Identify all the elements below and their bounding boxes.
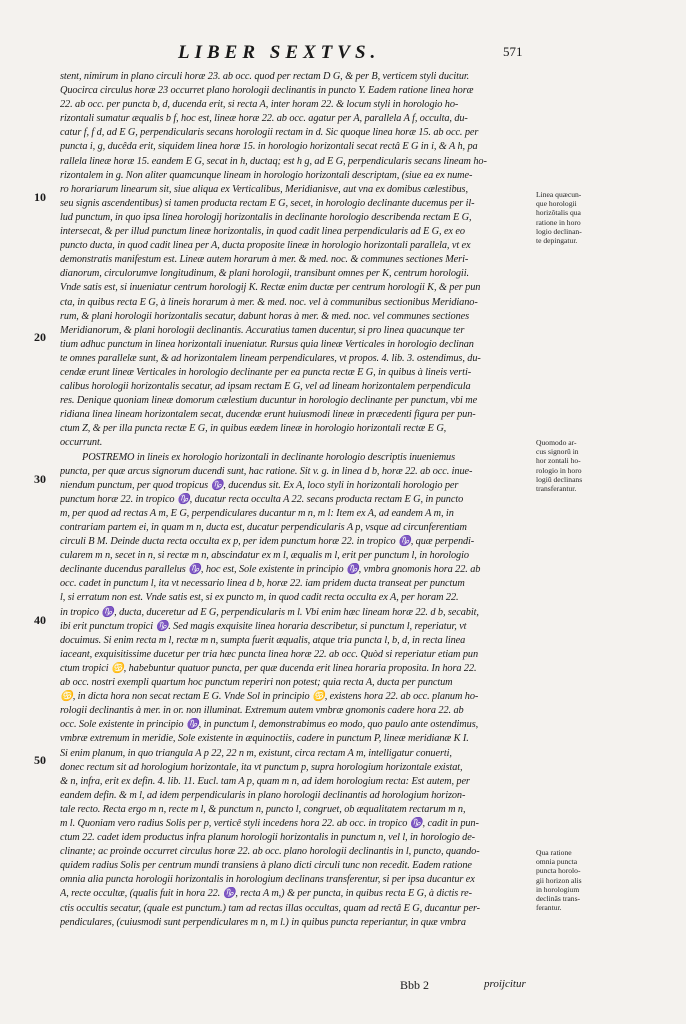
- text-line: Meridianorum, & plani horologii declinantis. Accuratius tamen ducentur, si pro linea quacunque ter: [60, 324, 465, 336]
- text-line: calibus horologii horizontalis secatur, ad ipsam rectam E G, vel ad lineam horizontalem perpendicula: [60, 381, 471, 393]
- text-line: vmbræ extremum in meridie, Sole existente in æquinoctiis, cadere in punctum P, lineæ meridianæ K I.: [60, 733, 469, 745]
- page-header: [160, 36, 580, 70]
- text-line: l, si erratum non est. Vnde satis est, si ex puncto m, in quod cadit recta occulta ex A, per horam 22.: [60, 592, 459, 604]
- text-line: cendæ erunt lineæ Verticales in horologio declinante per ea puncta rectæ E G, in quibus à lineis verti-: [60, 366, 472, 378]
- text-line: lud punctum, in quo ipsa linea horologij horizontalis in declinante horologio describenda rectam E G,: [60, 211, 472, 223]
- margin-note-line: puncta horolo-: [536, 866, 581, 876]
- text-line: niendum punctum, per quod tropicus ♑, ducendus sit. Ex A, loco styli in horizontali horologio per: [60, 479, 459, 491]
- text-line: quidem radius Solis per centrum mundi transiens à plano dicti circuli tunc non recedit. Eadem ratione: [60, 860, 472, 872]
- signature-mark: Bbb 2: [400, 978, 430, 992]
- text-line: POSTREMO in lineis ex horologio horizontali in declinante horologio descriptis inueniemus: [82, 451, 456, 463]
- text-line: rizontalem in g. Non aliter quamcunque lineam in horologio horizontali descriptam, (siue ea ex nume-: [60, 169, 473, 181]
- margin-note-line: que horologii: [536, 199, 577, 209]
- text-line: declinante ducendus parallelus ♑, hoc est, Sole existente in principio ♑, vmbra gnomonis hora 22. ab: [60, 564, 481, 576]
- text-line: Quocirca circulus horæ 23 occurret plano horologii declinantis in puncto Y. Eadem ratione linea horæ: [60, 85, 474, 97]
- text-line: omnia alia puncta horologii horizontalis in horologium declinans transferentur, si per ipsa ducantur ex: [60, 874, 475, 886]
- text-line: Vnde satis est, si inueniatur centrum horologij K. Rectæ enim ductæ per centrum horologii K, & per pun: [60, 282, 481, 294]
- text-line: contrariam partem ei, in quam m n, ducta est, ducatur perpendicularis A p, vsque ad circunferentiam: [60, 522, 467, 533]
- margin-note-line: Quomodo ar-: [536, 438, 577, 447]
- line-number: 10: [34, 190, 46, 204]
- text-line: clinante; ac proinde occurret circulus horæ 22. ab occ. plano horologii declinantis in l, puncto, quando-: [60, 846, 480, 858]
- text-line: rizontali sumatur æqualis b f, hoc est, lineæ horæ 22. ab occ. agatur per A, parallela A f, occulta, du-: [60, 113, 468, 125]
- text-line: punctum horæ 22. in tropico ♑, ducatur recta occulta A 22. secans producta rectam E G, in puncto: [60, 493, 464, 505]
- text-line: ridiana linea lineam horizontalem secat, ducendæ erunt huiusmodi lineæ in præcedenti figura per pun-: [60, 409, 476, 421]
- text-line: tium adhuc punctum in linea horizontali inueniatur. Rursus quia lineæ Verticales in horologio declinan: [60, 338, 474, 350]
- margin-note-line: ferantur.: [536, 903, 562, 913]
- text-line: catur f, f d, ad E G, perpendicularis secans horologii rectam in d. Sic quoque linea horæ 15. ab occ. per: [60, 127, 479, 139]
- page-number: 571: [503, 44, 523, 59]
- text-line: res. Denique quoniam lineæ domorum cælestium ducuntur in horologio declinante per punctum, vbi me: [60, 395, 478, 407]
- line-number: 40: [34, 613, 46, 627]
- margin-note-line: gii horizon alis: [536, 875, 582, 885]
- text-line: donec rectum sit ad horologium horizontale, ita vt punctum p, supra horologium horizontale existat,: [60, 761, 463, 773]
- text-line: ctum tropici ♋, habebuntur quatuor puncta, per quæ ducenda erit linea horaria proposita. In hora 22.: [60, 662, 477, 674]
- margin-note: [536, 190, 656, 245]
- margin-note-line: rologio in horo: [536, 465, 582, 475]
- text-line: 22. ab occ. per puncta b, d, ducenda erit, si recta A, inter horam 22. & locum styli in horologio ho-: [60, 99, 459, 111]
- text-line: rologii declinantis à mer. in or. non illuminat. Extremum autem vmbræ gnomonis cadere hora 22. ab: [60, 705, 464, 717]
- margin-note: [536, 848, 656, 912]
- text-line: puncta, per quæ arcus signorum ducendi sunt, hac ratione. Sit v. g. in linea d b, horæ 22. ab occ. inue-: [60, 465, 473, 477]
- text-line: occ. cadet in punctum l, ita vt necessario linea d b, horæ 22. iam pridem ducta transeat per punctum: [60, 578, 465, 590]
- text-line: iaceant, exquisitissime ducetur per tria hæc puncta linea horæ 22. ab occ. Quòd si reperiatur etiam pun: [60, 648, 479, 660]
- text-line: occ. Sole existente in principio ♑, in punctum l, demonstrabimus eo modo, quo paulo ante ostendimus,: [60, 719, 479, 731]
- text-line: stent, nimirum in plano circuli horæ 23. ab occ. quod per rectam D G, & per B, verticem styli ducitur.: [60, 71, 470, 82]
- margin-note: [536, 438, 656, 493]
- text-line: m l. Quoniam vero radius Solis per p, verticê styli incedens hora 22. ab occ. in tropico ♑, cadit in pun-: [60, 817, 479, 829]
- text-line: docuimus. Si enim recta m l, rectæ m n, sumpta fuerit æqualis, atque tria puncta l, b, d, in recta linea: [60, 634, 466, 646]
- margin-note-line: ratione in horo: [536, 217, 581, 227]
- text-line: ctis occultis secatur, (quale est punctum.) tam ad rectas illas occultas, quam ad rectâ E G, ducantur per-: [60, 902, 480, 914]
- text-line: rum, & plani horologii horizontalis secatur, dabunt horas à mer. & med. noc. vel communes sectiones: [60, 310, 470, 322]
- text-line: ibi erit punctum tropici ♑. Sed magis exquisite linea horaria describetur, si punctum l, reperiatur, vt: [60, 620, 467, 632]
- text-line: tale recto. Recta ergo m n, recte m l, & punctum n, puncto l, congruet, ob æqualitatem rectarum m n,: [60, 803, 466, 815]
- line-number: 50: [34, 753, 46, 767]
- line-number: 20: [34, 330, 46, 344]
- text-line: occurrunt.: [60, 437, 103, 449]
- margin-note-line: Linea quæcun-: [536, 190, 582, 199]
- text-line: cta, in quibus recta E G, à lineis horarum à mer. & med. noc. vel à communibus sectionibus Meridiano-: [60, 296, 478, 308]
- margin-note-line: transferantur.: [536, 484, 577, 494]
- text-line: pendiculares, (cuiusmodi sunt perpendiculares m n, m l.) in quibus puncta reperiantur, in quæ vmbra: [60, 916, 466, 928]
- text-line: te omnes parallelæ sunt, & ad horizontalem lineam perpendiculares, vt propos. 4. lib. 3. ostendimus, du-: [60, 352, 481, 364]
- text-line: ab occ. nostri exempli quartum hoc punctum reperiri non potest; quia recta A, ducta per punctum: [60, 677, 453, 689]
- text-line: A, recte occultæ, (qualis fuit in hora 22. ♑, recta A m,) & per puncta, in quibus recta E G, à dictis re-: [60, 888, 472, 900]
- margin-note-line: Qua ratione: [536, 848, 572, 857]
- text-line: ctum 22. cadet idem productus infra planum horologii horizontalis in punctum n, vel l, in horologio de-: [60, 832, 475, 844]
- text-line: eandem defin. & m l, ad idem perpendicularis in plano horologii declinantis ad horologium horizon-: [60, 789, 466, 801]
- margin-note-line: declinãs trans-: [536, 894, 581, 904]
- margin-note-line: horizõtalis qua: [536, 208, 581, 218]
- text-line: ♋, in dicta hora non secat rectam E G. Vnde Sol in principio ♋, existens hora 22. ab occ. planum ho-: [60, 691, 479, 703]
- line-number: 30: [34, 472, 46, 486]
- text-line: ro horariarum linearum sit, siue aliqua ex Verticalibus, Meridianisve, aut vna ex domibus cælestibus,: [60, 183, 468, 195]
- running-title: LIBER SEXTVS.: [178, 42, 381, 63]
- text-line: dianorum, circulorumve longitudinum, & plani horologii, transibunt omnes per K, centrum horologii.: [60, 268, 469, 280]
- text-line: cularem m n, secet in n, si rectæ m n, abscindatur ex m l, æqualis m l, erit per punctum l, in horologio: [60, 550, 469, 562]
- margin-note-line: in horologium: [536, 884, 580, 894]
- margin-note-line: hor zontali ho-: [536, 456, 581, 466]
- text-line: intersecat, & per illud punctum lineæ horizontalis, in quod cadit linea perpendicularis ad E G, ex eo: [60, 226, 465, 238]
- text-line: demonstratis manifestum est. Lineæ autem horarum à mer. & med. noc. & communes sectiones Meri-: [60, 254, 469, 266]
- text-line: circuli B M. Deinde ducta recta occulta ex p, per idem punctum horæ 22. in tropico ♑, quæ perpendi-: [60, 536, 475, 548]
- text-line: rallela lineæ horæ 15. eandem E G, secat in h, ductaq; est h g, ad E G, perpendicularis secans lineam ho-: [60, 155, 487, 167]
- margin-note-line: cus signorũ in: [536, 447, 579, 457]
- margin-note-line: logio declinan-: [536, 226, 582, 236]
- text-line: puncto ducta, in quod cadit linea per A, ducta proposite lineæ in horologio horizontali parallela, vt ex: [60, 240, 471, 252]
- text-line: puncta i, g, ducêda erit, siquidem linea horæ 15. in horologio horizontali secat rectâ E G in i, & A h, pa: [60, 141, 478, 153]
- text-line: seu signis ascendentibus) si tamen producta rectam E G, secet, in horologio declinante ducemus per il-: [60, 197, 475, 209]
- margin-note-line: omnia puncta: [536, 857, 578, 867]
- text-line: in tropico ♑, ducta, duceretur ad E G, perpendicularis m l. Vbi enim hæc lineam horæ 22. d b, secabit,: [60, 606, 479, 618]
- margin-note-line: te depingatur.: [536, 236, 578, 246]
- text-line: m, per quod ad rectas A m, E G, perpendiculares ducantur m n, m l: Item ex A, ad eandem A m, in: [60, 507, 454, 519]
- text-line: & n, infra, erit ex defin. 4. lib. 11. Eucl. tam A p, quam m n, ad idem horologium recta: Est autem, per: [60, 775, 470, 787]
- body-text: [60, 70, 524, 930]
- catchword: proijcitur: [484, 978, 526, 990]
- text-line: ctum Z, & per illa puncta rectæ E G, in quibus eædem lineæ in horologio horizontali rectæ E G,: [60, 423, 447, 435]
- text-line: Si enim planum, in quo triangula A p 22, 22 n m, existunt, circa rectam A m, intelligatur conuerti,: [60, 747, 452, 759]
- margin-note-line: logiũ declinans: [536, 474, 583, 484]
